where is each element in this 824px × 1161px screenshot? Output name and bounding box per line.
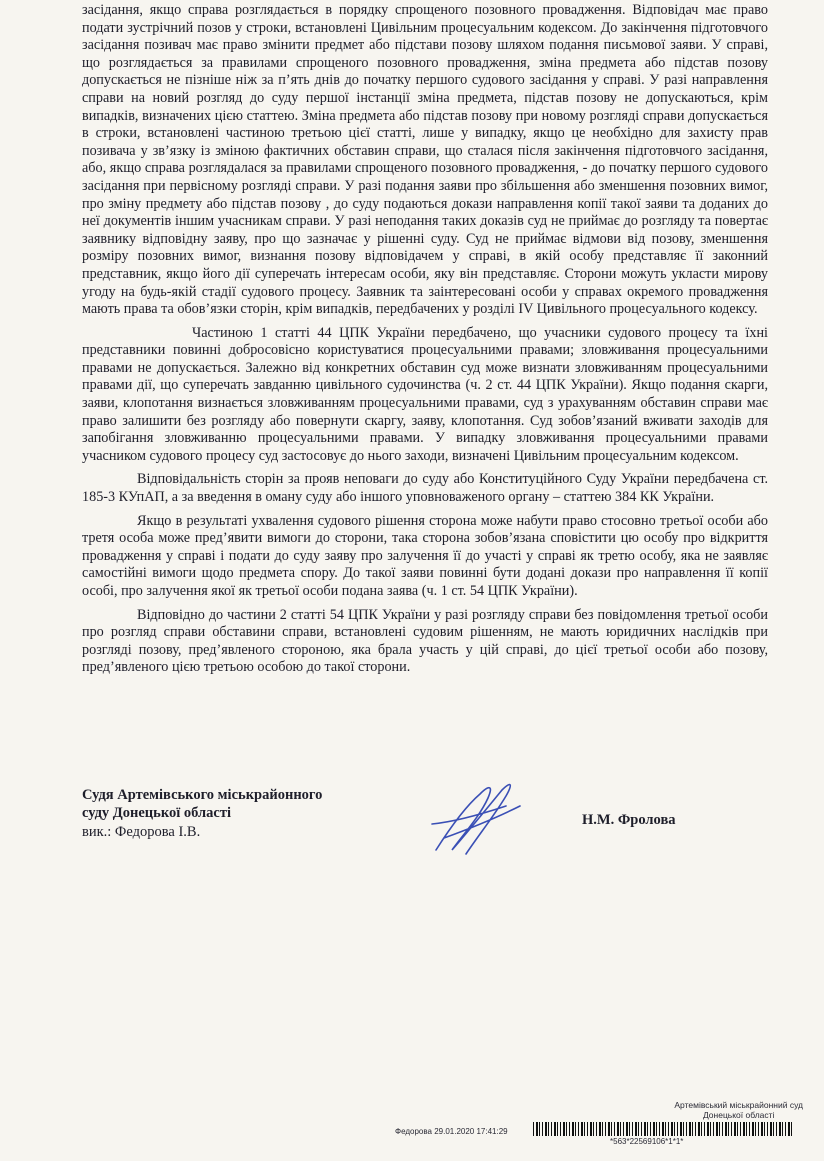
handwritten-signature: [422, 776, 532, 866]
registration-stamp: [395, 1094, 815, 1154]
judge-title: [82, 786, 322, 822]
court-stamp-line1: Артемівський міськрайонний суд: [674, 1100, 803, 1110]
paragraph-continuation: засідання, якщо справа розглядається в порядку спрощеного позовного провадження. Відповідач має право подати зустрічний позов у строки, встановлені Цивільним процесуальним кодексом. До закінчення підготовчого засідання позивач має право змінити предмет або підстави позову шляхом подання письмової заяви. У справі, що розглядається за правилами спрощеного позовного провадження, зміна предмета або підстав позову допускається не пізніше ніж за п’ять днів до початку першого судового засідання у справі. У разі направлення справи на новий розгляд до суду першої інстанції зміна предмета, підстав позову не допускаються, крім випадків, визначених цією статтею. Зміна предмета або підстав позову при новому розгляді справи допускається в строки, встановлені частиною третьою цієї статті, лише у випадку, якщо це необхідно для захисту прав позивача у зв’язку із зміною фактичних обставин справи, що сталася після закінчення підготовчого засідання, або, якщо справа розглядалася за правилами спрощеного позовного провадження, - до початку першого судового засідання при первісному розгляді справи. У разі подання заяви про збільшення або зменшення позовних вимог, про зміну предмету або підстав позову , до суду подаються докази направлення копії такої заяви та доданих до неї документів іншим учасникам справи. У разі неподання таких доказів суд не приймає до розгляду та повертає заявнику відповідну заяву, про що зазначає у рішенні суду. Суд не приймає відмови від позову, зменшення розміру позовних вимог, визнання позову відповідачем у справі, в якій особу представляє її законний представник, якщо його дії суперечать інтересам особи, яку він представляє. Сторони можуть укласти мирову угоду на будь-якій стадії судового процесу. Заявник та заінтересовані особи у справах окремого провадження мають права та обов’язки сторін, крім випадків, передбачених у розділі IV Цивільного процесуального кодексу.: [82, 2, 768, 318]
operator-timestamp: Федорова 29.01.2020 17:41:29: [395, 1127, 508, 1136]
court-stamp-line2: Донецької області: [702, 1110, 775, 1120]
barcode-number: *563*22569106*1*1*: [610, 1137, 684, 1146]
paragraph-article-44: Частиною 1 статті 44 ЦПК України передбачено, що учасники судового процесу та їхні представники повинні добросовісно користуватися процесуальними правами; зловживання процесуальними правами не допускається. Залежно від конкретних обставин суд може визнати зловживанням процесуальними правами дії, що суперечать завданню цивільного судочинства (ч. 2 ст. 44 ЦПК України). Якщо подання скарги, заяви, клопотання визнається зловживанням процесуальними правами, суд з урахуванням обставин справи має право залишити без розгляду або повернути скаргу, заяву, клопотання. Суд зобов’язаний вживати заходів для запобігання зловживанню процесуальними правами. У випадку зловживання процесуальними правами учасником судового процесу суд застосовує до нього заходи, визначені Цивільним процесуальним кодексом.: [82, 324, 768, 464]
paragraph-article-54: Відповідно до частини 2 статті 54 ЦПК України у разі розгляду справи без повідомлення третьої особи про розгляд справи обставини справи, встановлені судовим рішенням, не мають юридичних наслідків при розгляді позову, пред’явленого стороною, яка брала участь у цій справі, до цієї третьої особи або позову, пред’явленого цією третьою особою до такої сторони.: [82, 606, 768, 676]
signature-block: [82, 786, 768, 856]
judge-title-line2: суду Донецької області: [82, 805, 232, 821]
paragraph-third-party: Якщо в результаті ухвалення судового рішення сторона може набути право стосовно третьої особи або третя особа може пред’явити вимоги до сторони, така сторона зобов’язана сповістити цю особу про відкриття провадження у справі і подати до суду заяву про залучення її до участі у справі як третю особу, яка не заявляє самостійні вимоги щодо предмета спору. До такої заяви повинні бути додані докази про направлення її копії особі, про залучення якої як третьої особи подана заява (ч. 1 ст. 54 ЦПК України).: [82, 512, 768, 599]
barcode: [533, 1122, 793, 1136]
judge-title-line1: Судя Артемівського міськрайонного: [82, 787, 323, 803]
court-stamp: [674, 1100, 803, 1120]
executor-name: вик.: Федорова І.В.: [82, 824, 201, 840]
document-body: [82, 2, 768, 677]
judge-name: Н.М. Фролова: [582, 812, 676, 828]
paragraph-liability: Відповідальність сторін за прояв неповаги до суду або Конституційного Суду України передбачена ст. 185-3 КУпАП, а за введення в оману суду або іншого уповноваженого органу – статтею 384 КК України.: [82, 471, 768, 506]
